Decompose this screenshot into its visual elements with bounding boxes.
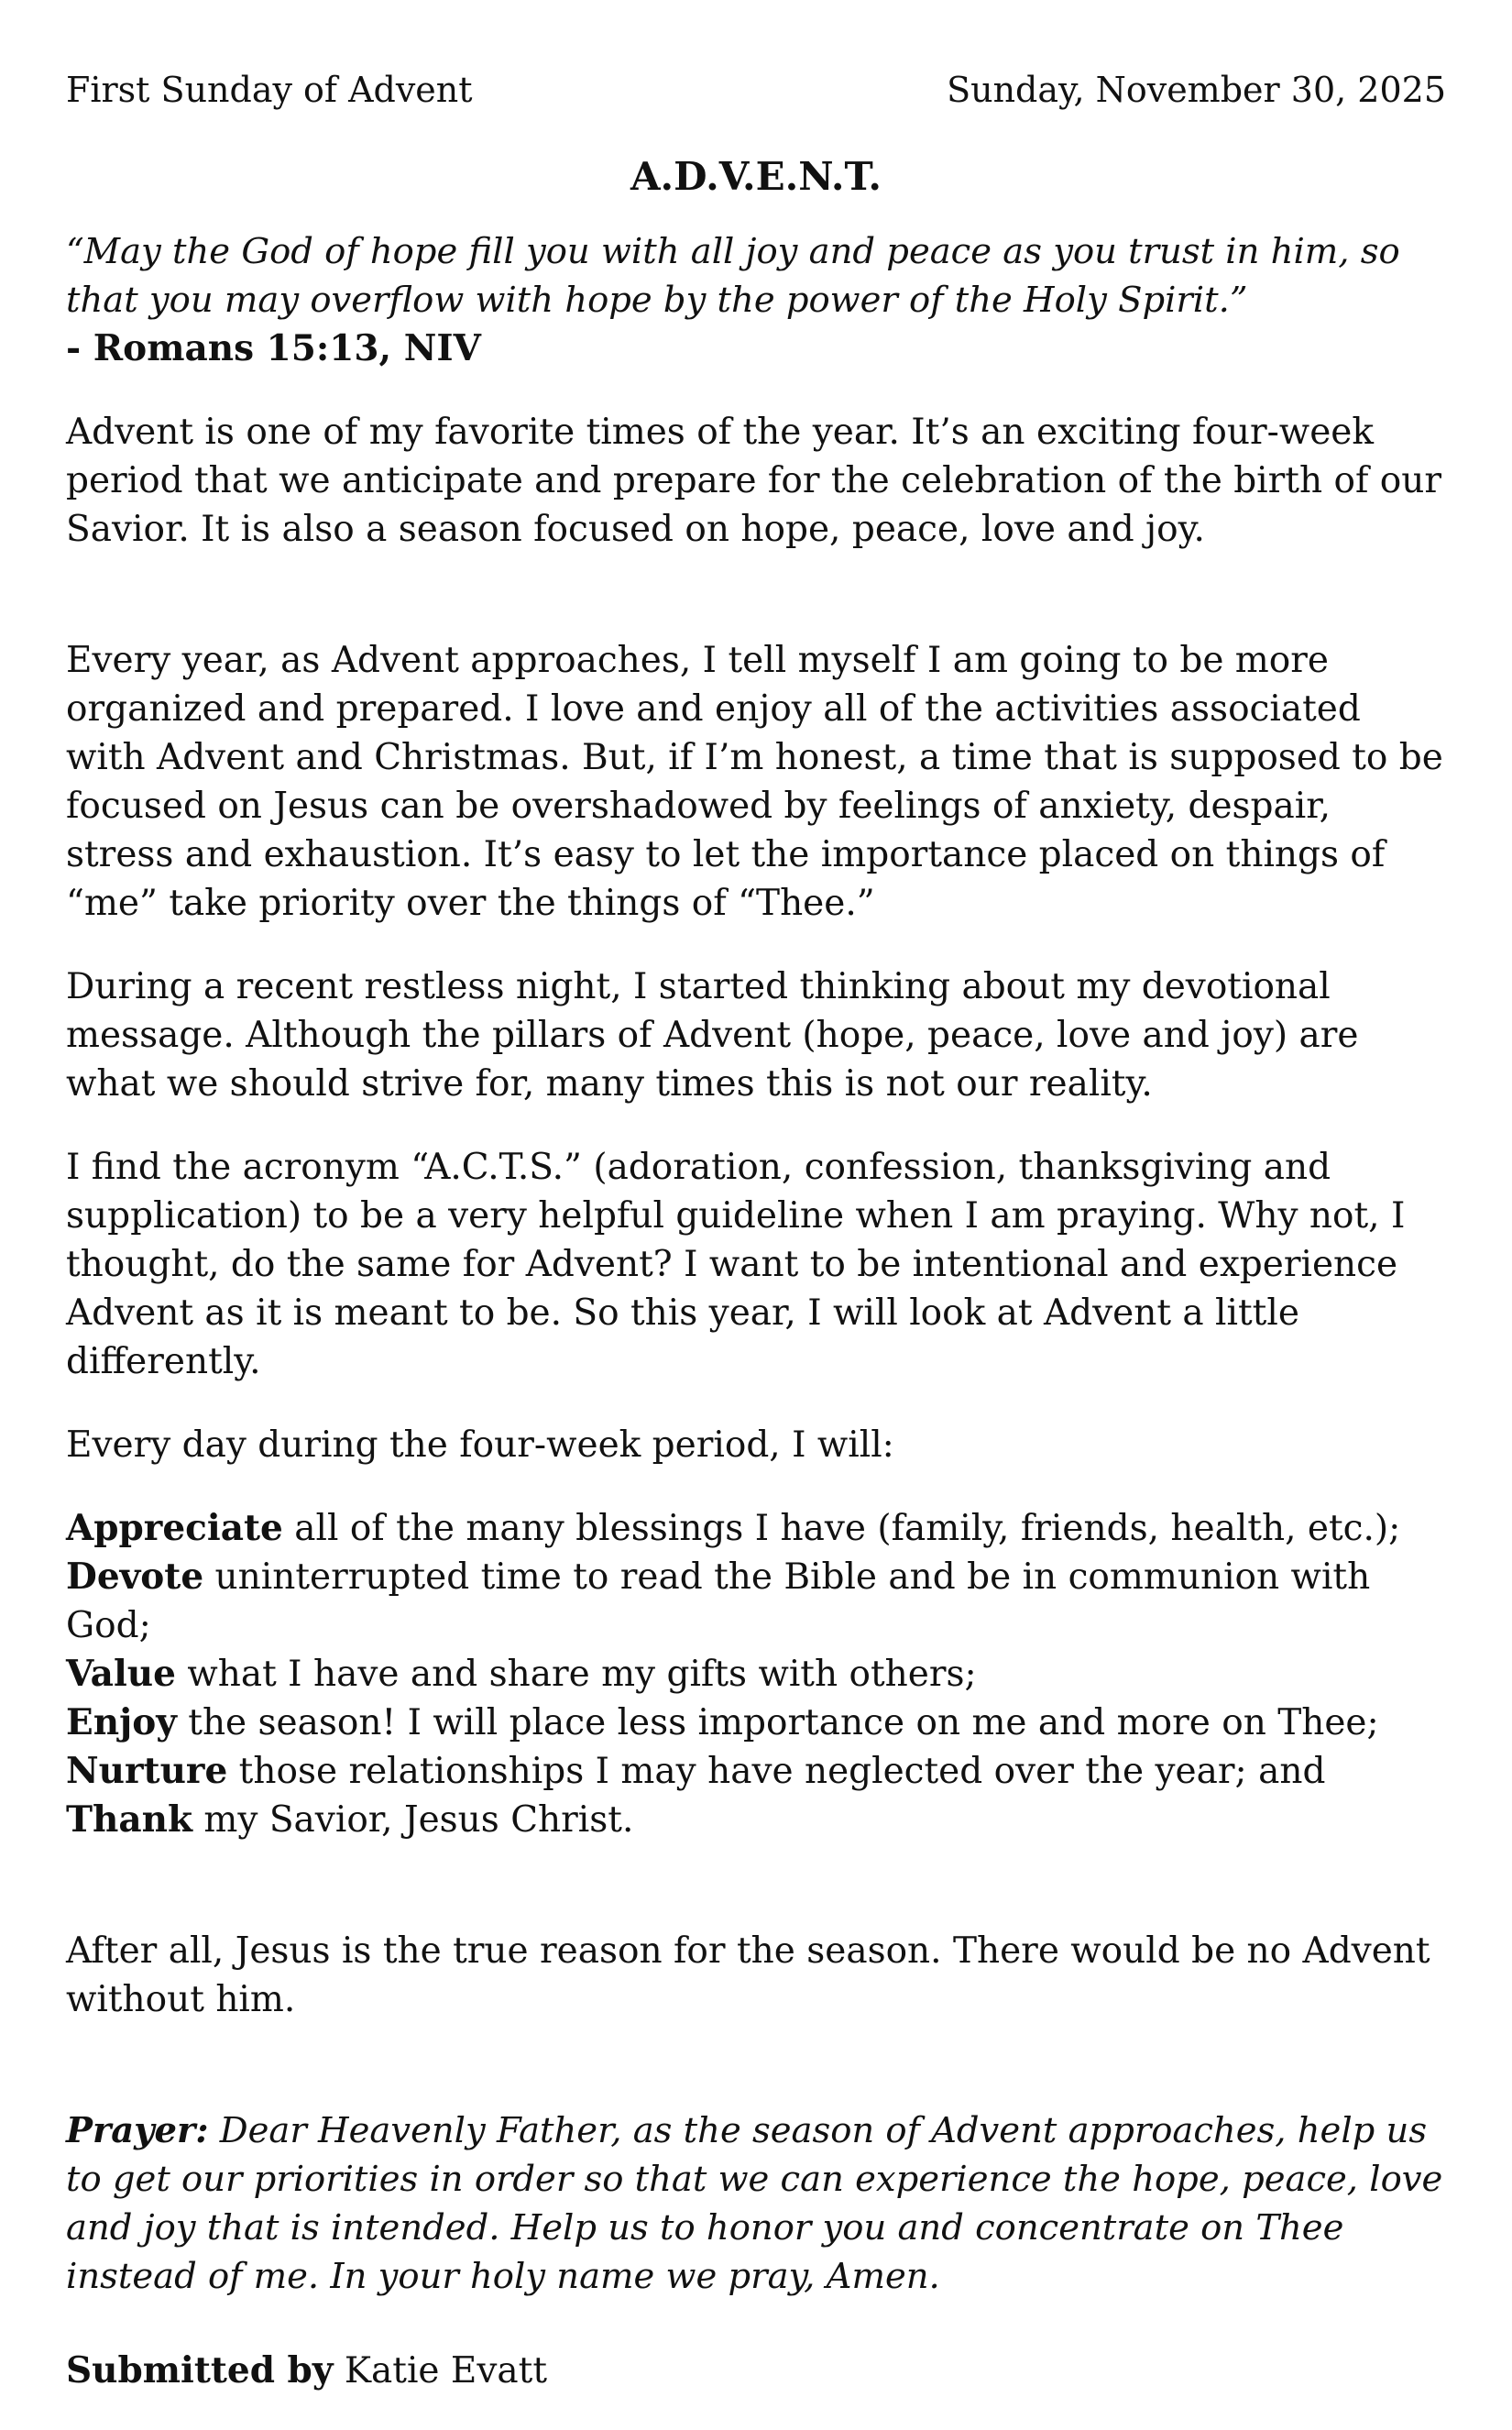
acronym-item: [66, 1699, 1446, 1747]
header-date: Sunday, November 30, 2025: [947, 70, 1446, 110]
acronym-item: [66, 1796, 1446, 1844]
acronym-word: Devote: [66, 1556, 204, 1598]
paragraph-intro: Advent is one of my favorite times of the year. It’s an exciting four-week period that we anticipate and prepare for the celebration of the birth of our Savior. It is also a season focused on hope, peace, love and joy.: [66, 412, 1442, 550]
acronym-item: [66, 1650, 1446, 1699]
acronym-word: Appreciate: [66, 1507, 283, 1549]
acronym-text: uninterrupted time to read the Bible and be in communion with God;: [66, 1556, 1371, 1646]
paragraph-every-year: Every year, as Advent approaches, I tell myself I am going to be more organized and prepared. I love and enjoy all of the activities associated with Advent and Christmas. But, if I’m honest, a time that is supposed to be focused on Jesus can be overshadowed by feelings of anxiety, despair, stress and exhaustion. It’s easy to let the importance placed on things of “me” take priority over the things of “Thee.”: [66, 640, 1443, 924]
page-title: A.D.V.E.N.T.: [630, 154, 882, 199]
paragraph-acts: I find the acronym “A.C.T.S.” (adoration, confession, thanksgiving and supplication) to be a very helpful guideline when I am praying. Why not, I thought, do the same for Advent? I want to be intentional and experience Advent as it is meant to be. So this year, I will look at Advent a little differently.: [66, 1147, 1406, 1382]
devotional-body: [66, 227, 1446, 2430]
page-header: [66, 66, 1446, 114]
paragraph-every-day: Every day during the four-week period, I will:: [66, 1424, 894, 1466]
acronym-word: Enjoy: [66, 1701, 177, 1743]
acronym-item: [66, 1504, 1446, 1553]
author-name: Katie Evatt: [333, 2350, 548, 2392]
acronym-word: Value: [66, 1653, 176, 1695]
submitted-label: Submitted by: [66, 2349, 334, 2392]
prayer: [66, 2106, 1446, 2301]
submitted-by: [66, 2347, 1446, 2395]
acronym-word: Nurture: [66, 1750, 228, 1792]
acronym-list: [66, 1504, 1446, 1844]
paragraph-closing: After all, Jesus is the true reason for the season. There would be no Advent without him.: [66, 1930, 1430, 2020]
prayer-text: Dear Heavenly Father, as the season of Advent approaches, help us to get our priorities in order so that we can experience the hope, peace, love and joy that is intended. Help us to honor you and concentrate on Thee instead of me. In your holy name we pray, Amen.: [66, 2110, 1443, 2297]
acronym-item: [66, 1553, 1446, 1650]
acronym-word: Thank: [66, 1798, 193, 1841]
acronym-text: those relationships I may have neglected over the year; and: [227, 1751, 1326, 1792]
acronym-text: all of the many blessings I have (family, friends, health, etc.);: [282, 1508, 1401, 1549]
scripture-quote: “May the God of hope fill you with all joy and peace as you trust in him, so that you may overflow with hope by the power of the Holy Spirit.”: [66, 231, 1400, 321]
scripture-reference: - Romans 15:13, NIV: [66, 327, 481, 369]
paragraph-restless-night: During a recent restless night, I started thinking about my devotional message. Although the pillars of Advent (hope, peace, love and joy) are what we should strive for, many times this is not our reality.: [66, 966, 1359, 1105]
acronym-text: what I have and share my gifts with others;: [175, 1654, 977, 1695]
acronym-text: the season! I will place less importance on me and more on Thee;: [176, 1702, 1379, 1743]
header-occasion: First Sunday of Advent: [66, 70, 473, 110]
acronym-item: [66, 1747, 1446, 1796]
acronym-text: my Savior, Jesus Christ.: [192, 1799, 634, 1841]
prayer-label: Prayer:: [66, 2110, 209, 2151]
